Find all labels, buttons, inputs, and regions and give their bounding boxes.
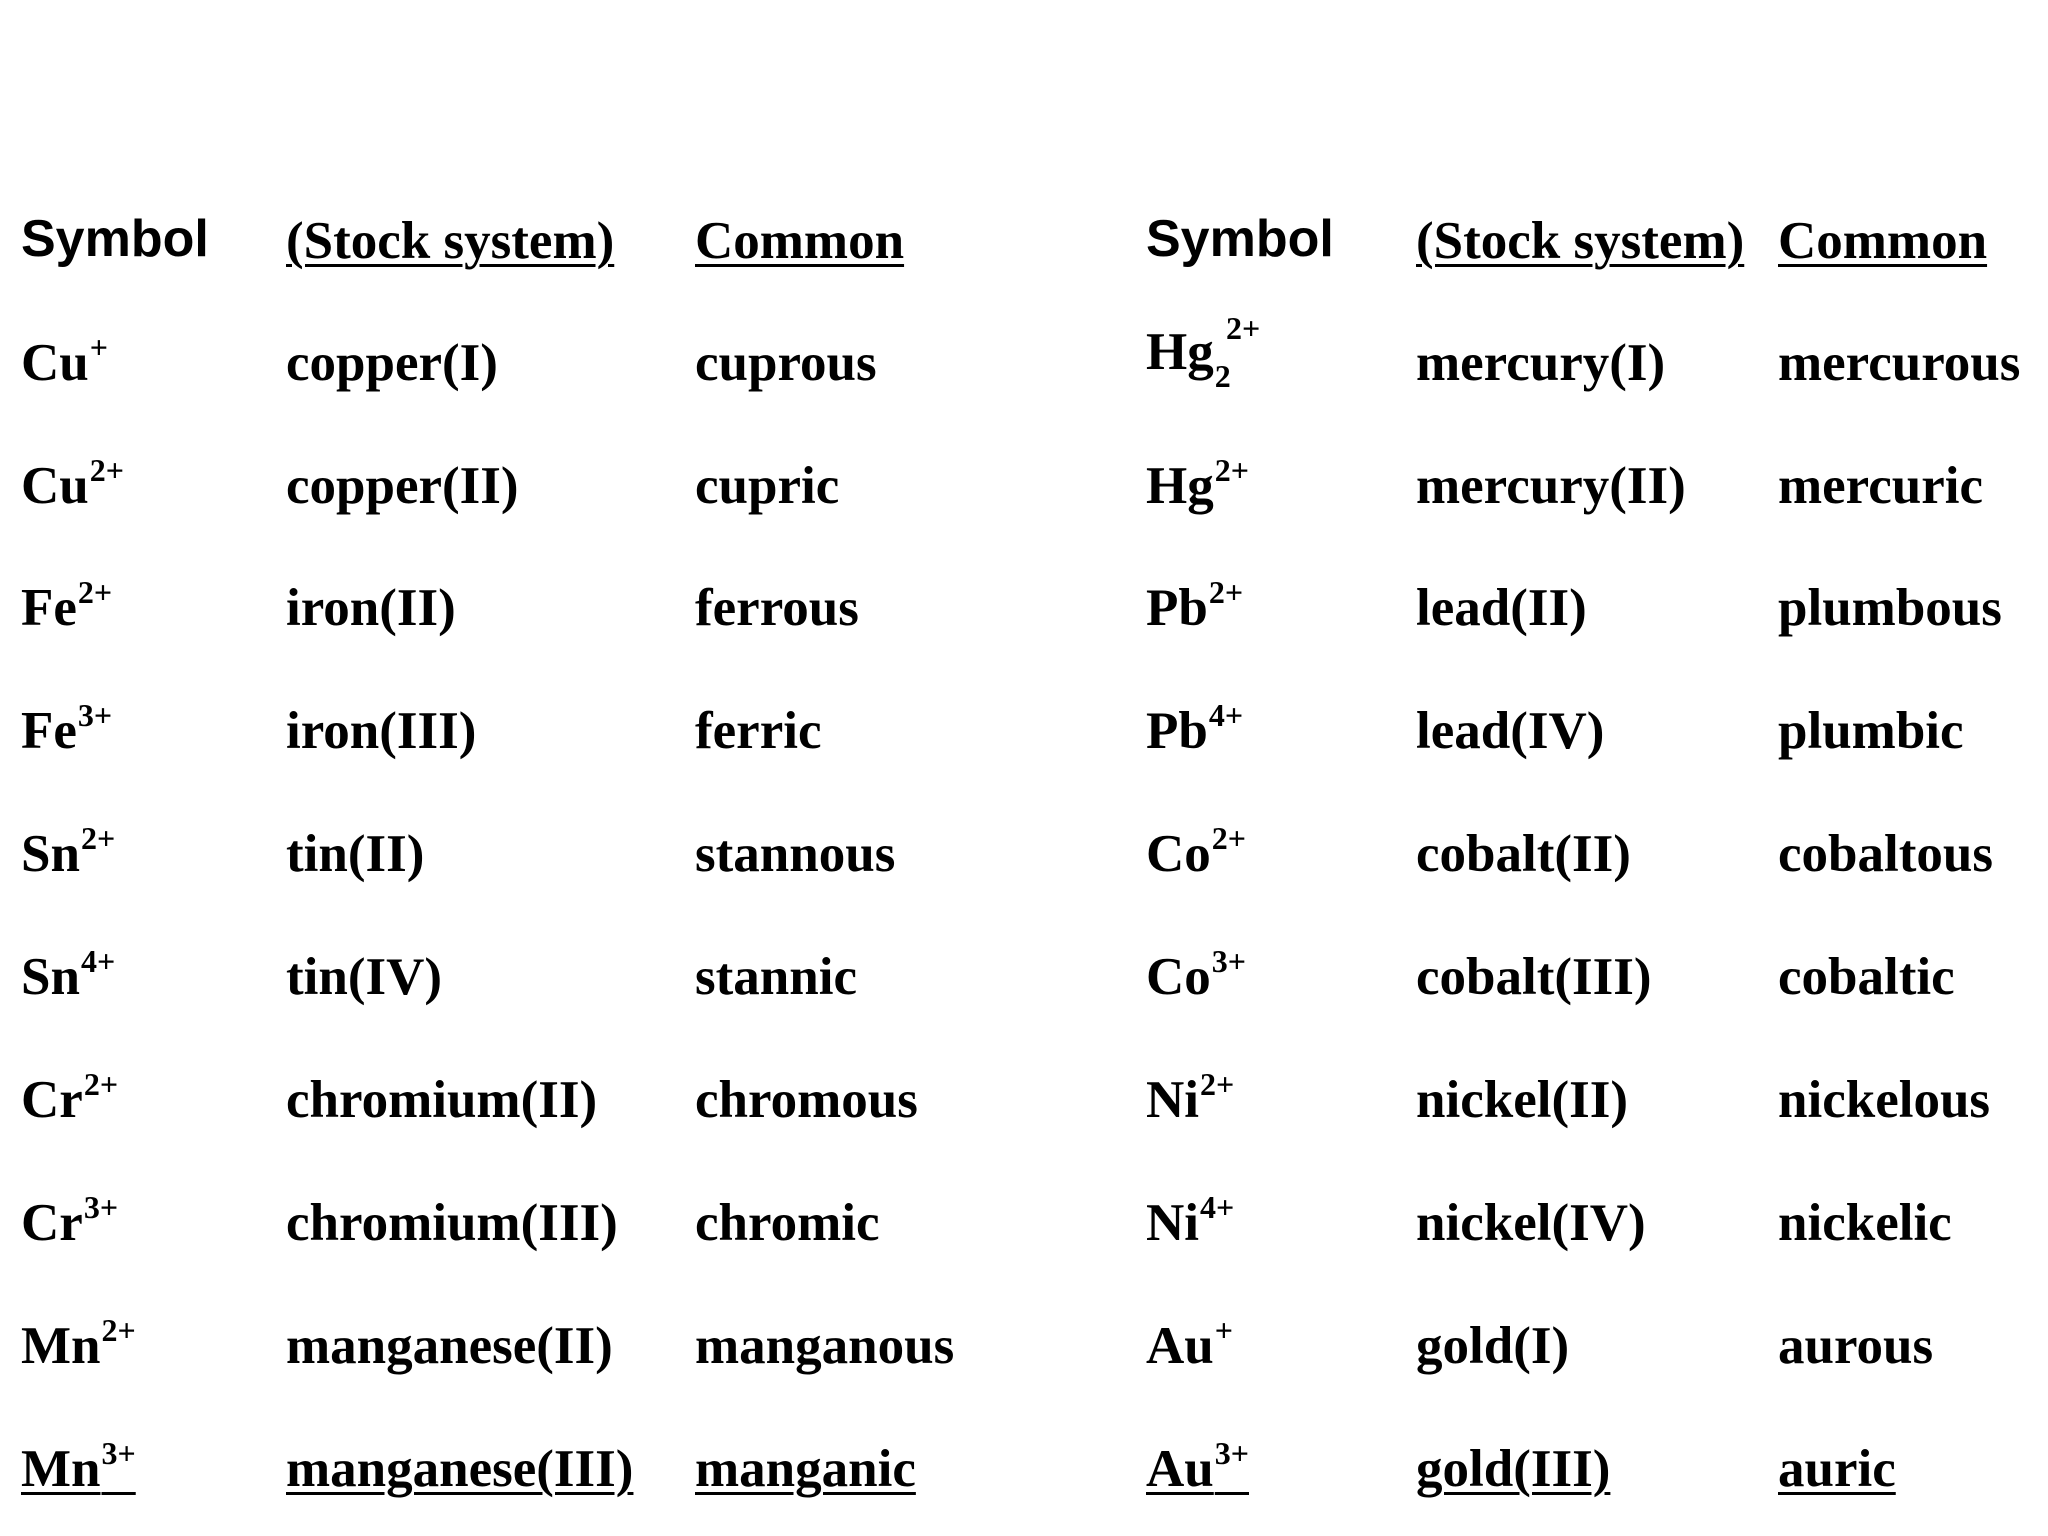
ion-symbol: [21, 329, 108, 392]
ion-charge: 4+: [1200, 1189, 1235, 1225]
stock-name: tin(IV): [286, 948, 443, 1006]
element-symbol: Cr: [21, 1194, 83, 1252]
ion-charge: 2+: [1226, 310, 1261, 346]
ion-symbol: [1146, 574, 1244, 637]
stock-name: lead(II): [1416, 579, 1587, 637]
stock-name: copper(I): [286, 334, 498, 392]
ion-charge: 3+: [77, 697, 113, 733]
ion-charge: 4+: [1208, 697, 1244, 733]
common-name: ferrous: [695, 579, 859, 637]
common-name: cupric: [695, 457, 840, 515]
ion-charge: 2+: [80, 820, 116, 856]
common-name: chromic: [695, 1194, 880, 1252]
header-stock-left: (Stock system): [286, 212, 615, 270]
element-symbol: Mn: [21, 1317, 101, 1375]
stock-name: nickel(II): [1416, 1071, 1628, 1129]
header-stock-right: (Stock system): [1416, 212, 1745, 270]
element-symbol: Sn: [21, 948, 80, 1006]
ion-symbol: [1146, 1189, 1235, 1252]
ion-subscript: 2: [1214, 358, 1231, 394]
element-symbol: Co: [1146, 948, 1211, 1006]
ion-charge: 3+: [101, 1435, 136, 1471]
element-symbol: Hg: [1146, 457, 1214, 515]
element-symbol: Co: [1146, 825, 1211, 883]
element-symbol: Au: [1146, 1317, 1214, 1375]
element-symbol: Ni: [1146, 1194, 1199, 1252]
common-name: ferric: [695, 702, 822, 760]
ion-symbol: [21, 574, 113, 637]
element-symbol: Pb: [1146, 702, 1208, 760]
ion-charge: +: [1214, 1312, 1233, 1348]
ion-symbol: [21, 943, 116, 1006]
stock-name: cobalt(III): [1416, 948, 1652, 1006]
element-symbol: Au: [1146, 1440, 1214, 1498]
ion-symbol: [1146, 1066, 1235, 1129]
stock-name: manganese(III): [286, 1440, 634, 1498]
ion-charge: 2+: [101, 1312, 136, 1348]
common-name: chromous: [695, 1071, 918, 1129]
common-name: mercuric: [1778, 457, 1984, 515]
ion-symbol: [1146, 310, 1261, 394]
common-name: cobaltous: [1778, 825, 1993, 883]
ion-charge: 3+: [83, 1189, 119, 1225]
ion-symbol: [21, 452, 124, 515]
element-symbol: Pb: [1146, 579, 1208, 637]
header-common-right: Common: [1778, 212, 1988, 270]
element-symbol: Cr: [21, 1071, 83, 1129]
element-symbol: Cu: [21, 457, 89, 515]
stock-name: gold(III): [1416, 1440, 1611, 1498]
stock-name: tin(II): [286, 825, 425, 883]
stock-name: chromium(III): [286, 1194, 618, 1252]
ion-symbol: [21, 1066, 119, 1129]
common-name: manganic: [695, 1440, 916, 1498]
common-name: cuprous: [695, 334, 877, 392]
ion-charge: 2+: [1200, 1066, 1235, 1102]
common-name: cobaltic: [1778, 948, 1955, 1006]
header-symbol-left: Symbol: [21, 210, 209, 268]
ion-symbol: [21, 820, 116, 883]
stock-name: iron(III): [286, 702, 477, 760]
stock-name: gold(I): [1416, 1317, 1570, 1375]
element-symbol: Hg: [1146, 323, 1214, 381]
header-symbol-right: Symbol: [1146, 210, 1334, 268]
common-name: manganous: [695, 1317, 955, 1375]
stock-name: mercury(I): [1416, 334, 1666, 392]
element-symbol: Cu: [21, 334, 89, 392]
ion-symbol: [1146, 1435, 1249, 1498]
ion-symbol: [21, 697, 113, 760]
common-name: plumbic: [1778, 702, 1964, 760]
common-name: stannic: [695, 948, 857, 1006]
element-symbol: Mn: [21, 1440, 101, 1498]
ion-charge: 3+: [1214, 1435, 1249, 1471]
element-symbol: Fe: [21, 702, 77, 760]
ion-charge: 4+: [80, 943, 116, 979]
ion-charge: 2+: [1211, 820, 1247, 856]
element-symbol: Sn: [21, 825, 80, 883]
stock-name: mercury(II): [1416, 457, 1686, 515]
stock-name: iron(II): [286, 579, 456, 637]
ion-symbol: [1146, 452, 1249, 515]
common-name: nickelic: [1778, 1194, 1952, 1252]
stock-name: lead(IV): [1416, 702, 1605, 760]
stock-name: nickel(IV): [1416, 1194, 1646, 1252]
stock-name: chromium(II): [286, 1071, 598, 1129]
common-name: stannous: [695, 825, 896, 883]
common-name: auric: [1778, 1440, 1896, 1498]
common-name: nickelous: [1778, 1071, 1991, 1129]
element-symbol: Ni: [1146, 1071, 1199, 1129]
common-name: aurous: [1778, 1317, 1934, 1375]
header-common-left: Common: [695, 212, 905, 270]
stock-name: copper(II): [286, 457, 519, 515]
ion-symbol: [21, 1435, 136, 1498]
ion-symbol: [21, 1189, 119, 1252]
ion-symbol: [1146, 697, 1244, 760]
ion-symbol: [21, 1312, 136, 1375]
ion-charge: 2+: [77, 574, 113, 610]
ion-charge: 3+: [1211, 943, 1247, 979]
common-name: mercurous: [1778, 334, 2021, 392]
ion-charge: +: [89, 329, 108, 365]
ion-charge: 2+: [1208, 574, 1244, 610]
stock-name: manganese(II): [286, 1317, 613, 1375]
ion-charge: 2+: [83, 1066, 119, 1102]
ion-charge: 2+: [1214, 452, 1249, 488]
ion-charge: 2+: [89, 452, 124, 488]
common-name: plumbous: [1778, 579, 2002, 637]
stock-name: cobalt(II): [1416, 825, 1631, 883]
ion-symbol: [1146, 820, 1247, 883]
element-symbol: Fe: [21, 579, 77, 637]
ion-symbol: [1146, 1312, 1233, 1375]
ion-symbol: [1146, 943, 1247, 1006]
